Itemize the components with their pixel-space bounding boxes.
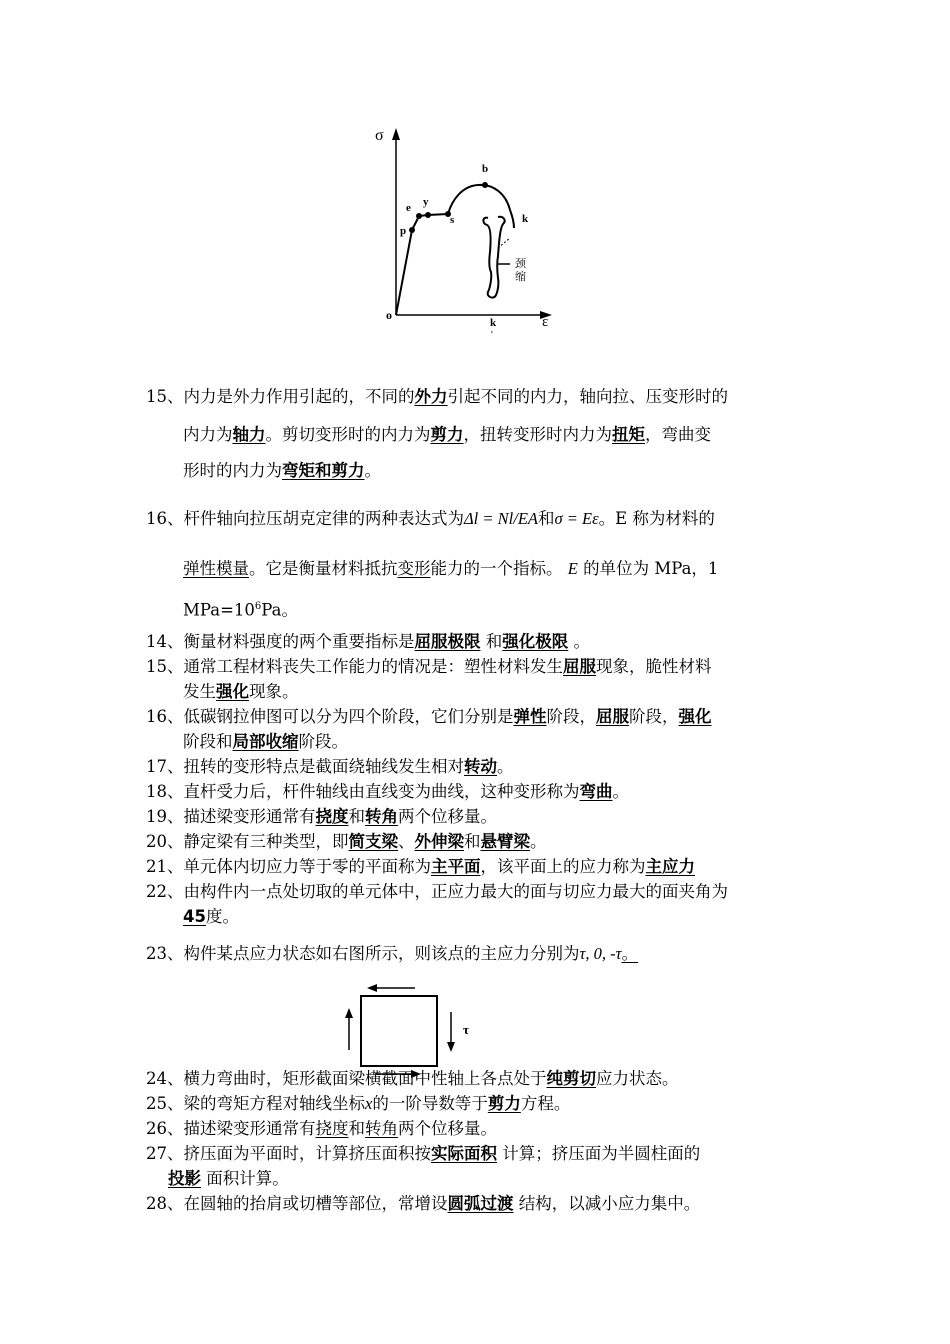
sigma-label: σ <box>375 127 384 144</box>
q16a-line3: $MPa=10^6Pa$。 <box>183 600 298 620</box>
answer: τ, 0, -τ <box>579 944 622 963</box>
q15a-line3: 形时的内力为弯矩和剪力。 <box>183 461 381 480</box>
answer: 简支梁 <box>348 832 398 851</box>
q15b-line2: 发生强化现象。 <box>183 682 299 701</box>
answer: 强化 <box>678 707 712 726</box>
answer: 挠度 <box>315 807 349 826</box>
answer: 主应力 <box>645 857 695 876</box>
answer: 轴力 <box>232 425 266 444</box>
answer: 弹性 <box>513 707 547 726</box>
point-y <box>425 212 431 218</box>
answer: 外伸梁 <box>414 832 464 851</box>
answer: 投影 <box>168 1169 201 1188</box>
stress-element-figure <box>335 978 485 1078</box>
q15a-line2: 内力为轴力。剪切变形时的内力为剪力，扭转变形时内力为扭矩，弯曲变 <box>183 425 711 444</box>
q15a-line1: 15、内力是外力作用引起的，不同的外力引起不同的内力，轴向拉、压变形时的 <box>146 387 728 406</box>
q28-line: 28、在圆轴的抬肩或切槽等部位，常增设圆弧过渡 结构，以减小应力集中。 <box>146 1194 701 1213</box>
q17-line: 17、扭转的变形特点是截面绕轴线发生相对转动。 <box>146 757 514 776</box>
answer: 屈服 <box>596 707 629 726</box>
answer: 主平面 <box>431 857 481 876</box>
label-b: b <box>482 163 489 175</box>
answer: 剪力 <box>487 1094 521 1113</box>
answer: 纯剪切 <box>546 1069 596 1088</box>
answer: 实际面积 <box>431 1144 497 1163</box>
answer: 转角 <box>365 1119 398 1138</box>
point-e <box>416 213 422 219</box>
tau-label: τ <box>463 1022 469 1037</box>
answer: 剪力 <box>430 425 464 444</box>
answer: 屈服极限 <box>414 632 481 651</box>
q23-line: 23、构件某点应力状态如右图所示，则该点的主应力分别为τ, 0, -τ。 <box>146 944 639 963</box>
neck-label-2: 缩 <box>515 271 526 283</box>
q15b-line1: 15、通常工程材料丧失工作能力的情况是：塑性材料发生屈服现象，脆性材料 <box>146 657 712 676</box>
q14-line: 14、衡量材料强度的两个重要指标是屈服极限 和强化极限 。 <box>146 632 590 651</box>
answer: 强化 <box>216 682 249 701</box>
answer: 悬臂梁 <box>480 832 530 851</box>
point-p <box>409 227 415 233</box>
point-b <box>482 182 488 188</box>
q16a-line1: 16、杆件轴向拉压胡克定律的两种表达式为Δl = Nl/EA和σ = Eε。E 称为材料的 <box>146 509 715 528</box>
answer: 转角 <box>365 807 398 826</box>
answer: 变形 <box>397 559 431 578</box>
formula-2: σ = Eε <box>554 509 599 528</box>
answer: 挠度 <box>315 1119 349 1138</box>
label-y: y <box>423 196 429 208</box>
answer: 转动 <box>464 757 497 776</box>
label-e: e <box>406 202 411 214</box>
q18-line: 18、直杆受力后，杆件轴线由直线变为曲线，这种变形称为弯曲。 <box>146 782 629 801</box>
answer: 弹性模量 <box>183 559 249 578</box>
neck-label-1: 颈 <box>515 258 526 270</box>
answer: 外力 <box>414 387 448 406</box>
q26-line: 26、描述梁变形通常有挠度和转角两个位移量。 <box>146 1119 497 1138</box>
origin-label: o <box>386 308 392 322</box>
answer: 强化极限 <box>502 632 569 651</box>
answer: 弯矩和剪力 <box>282 461 365 480</box>
answer: 45 <box>183 907 206 926</box>
answer: 扭矩 <box>612 425 645 444</box>
label-k-axis: k <box>490 317 497 329</box>
epsilon-label: ε <box>542 314 549 330</box>
label-k-tick: ' <box>491 330 493 341</box>
answer: 屈服 <box>563 657 596 676</box>
q27-line2: 投影 面积计算。 <box>168 1169 289 1188</box>
q24-line: 24、横力弯曲时，矩形截面梁横截面中性轴上各点处于纯剪切应力状态。 <box>146 1069 679 1088</box>
answer: 局部收缩 <box>232 732 299 751</box>
label-k: k <box>522 213 529 225</box>
q20-line: 20、静定梁有三种类型，即简支梁、外伸梁和悬臂梁。 <box>146 832 547 851</box>
q27-line1: 27、挤压面为平面时，计算挤压面积按实际面积 计算；挤压面为半圆柱面的 <box>146 1144 701 1163</box>
q16b-line2: 阶段和局部收缩阶段。 <box>183 732 348 751</box>
q22-line1: 22、由构件内一点处切取的单元体中，正应力最大的面与切应力最大的面夹角为 <box>146 882 728 901</box>
q25-line: 25、梁的弯矩方程对轴线坐标x的一阶导数等于剪力方程。 <box>146 1094 571 1113</box>
formula-1: Δl = Nl/EA <box>464 509 538 528</box>
label-p: p <box>400 225 407 237</box>
q16b-line1: 16、低碳钢拉伸图可以分为四个阶段，它们分别是弹性阶段，屈服阶段，强化 <box>146 707 712 726</box>
label-s: s <box>450 214 455 226</box>
q22-line2: 45度。 <box>183 907 239 926</box>
q21-line: 21、单元体内切应力等于零的平面称为主平面，该平面上的应力称为主应力 <box>146 857 695 876</box>
q16a-line2: 弹性模量。它是衡量材料抵抗变形能力的一个指标。 E 的单位为 MPa，1 <box>183 559 719 578</box>
stress-strain-figure <box>370 120 570 350</box>
answer: 圆弧过渡 <box>447 1194 514 1213</box>
answer: 弯曲 <box>579 782 613 801</box>
q19-line: 19、描述梁变形通常有挠度和转角两个位移量。 <box>146 807 497 826</box>
